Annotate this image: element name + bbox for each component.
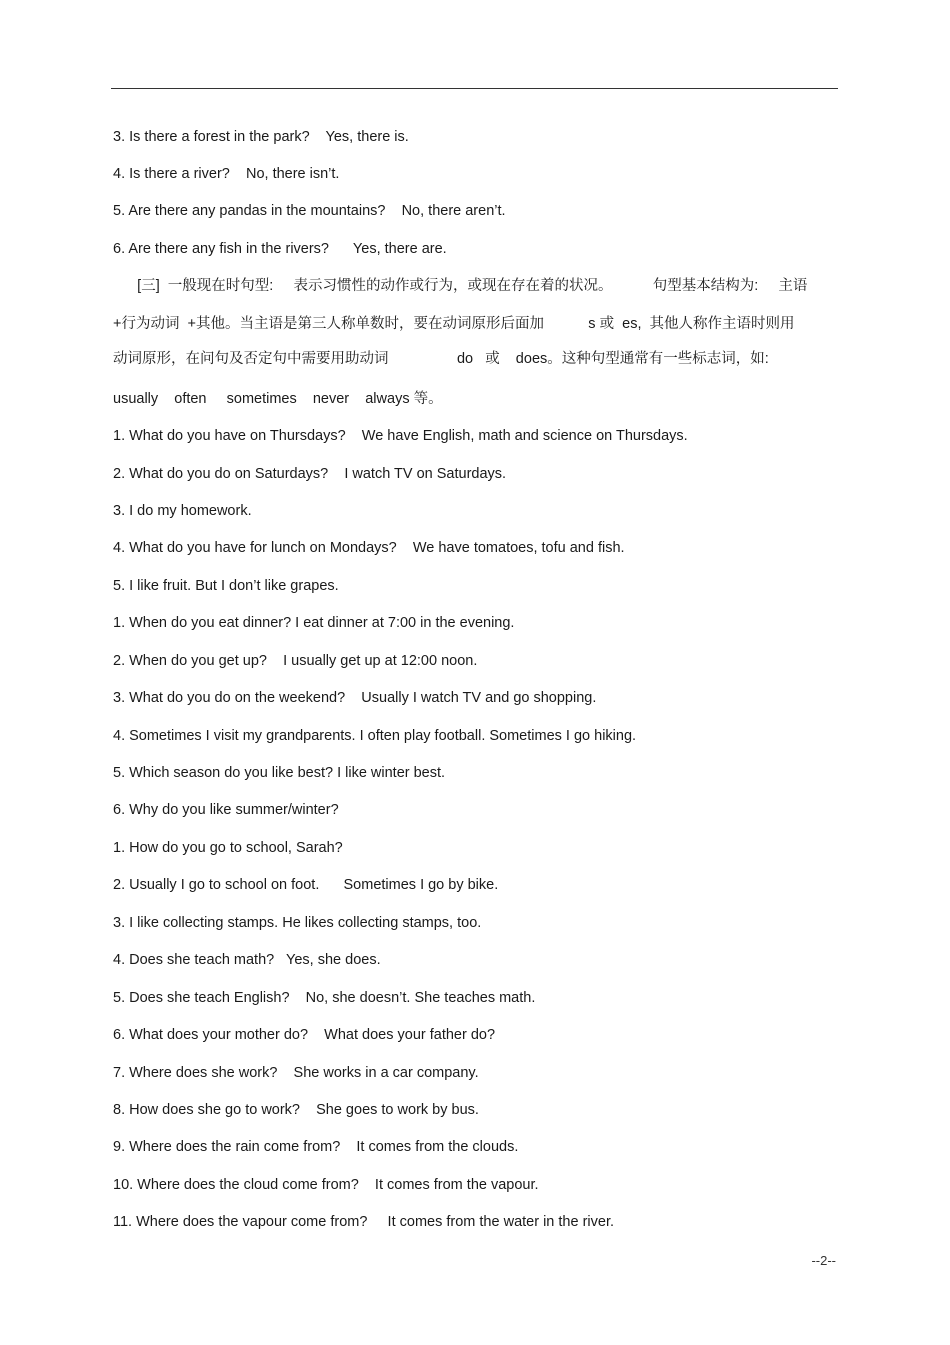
sentence-line: 2. When do you get up? I usually get up at 12:00 noon.: [113, 653, 478, 669]
sentence-line: 2. Usually I go to school on foot. Sometimes I go by bike.: [113, 877, 499, 893]
sentence-line: 3. What do you do on the weekend? Usually I watch TV and go shopping.: [113, 690, 597, 706]
sentence-line: 4. Is there a river? No, there isn’t.: [113, 166, 340, 182]
sentence-line: 3. I like collecting stamps. He likes collecting stamps, too.: [113, 915, 482, 931]
sentence-line: 7. Where does she work? She works in a car company.: [113, 1065, 479, 1081]
section-line: +行为动词 +其他。当主语是第三人称单数时，要在动词原形后面加 s 或 es, 其他人称作主语时则用: [113, 316, 795, 332]
sentence-line: 1. What do you have on Thursdays? We have English, math and science on Thursdays.: [113, 428, 688, 444]
sentence-line: 6. Are there any fish in the rivers? Yes, there are.: [113, 241, 447, 257]
sentence-line: 2. What do you do on Saturdays? I watch TV on Saturdays.: [113, 466, 507, 482]
sentence-line: 5. Which season do you like best? I like winter best.: [113, 765, 446, 781]
sentence-line: 5. I like fruit. But I don’t like grapes.: [113, 578, 339, 594]
sentence-line: 3. Is there a forest in the park? Yes, there is.: [113, 129, 409, 145]
sentence-line: 9. Where does the rain come from? It comes from the clouds.: [113, 1139, 519, 1155]
sentence-line: 4. What do you have for lunch on Mondays? We have tomatoes, tofu and fish.: [113, 540, 625, 556]
sentence-line: 5. Are there any pandas in the mountains? No, there aren’t.: [113, 203, 506, 219]
section-line: [三] 一般现在时句型: 表示习惯性的动作或行为，或现在存在着的状况。 句型基本结构为: 主语: [113, 278, 808, 294]
page-number: --2--: [811, 1253, 836, 1268]
section-line: usually often sometimes never always 等。: [113, 391, 443, 407]
sentence-line: 4. Does she teach math? Yes, she does.: [113, 952, 381, 968]
section-line: 动词原形，在问句及否定句中需要用助动词 do 或 does。这种句型通常有一些标志词，如:: [113, 351, 769, 367]
sentence-line: 8. How does she go to work? She goes to work by bus.: [113, 1102, 479, 1118]
sentence-line: 6. What does your mother do? What does your father do?: [113, 1027, 496, 1043]
sentence-line: 5. Does she teach English? No, she doesn’t. She teaches math.: [113, 990, 536, 1006]
sentence-line: 4. Sometimes I visit my grandparents. I often play football. Sometimes I go hiking.: [113, 728, 637, 744]
sentence-line: 6. Why do you like summer/winter?: [113, 802, 339, 818]
sentence-line: 11. Where does the vapour come from? It comes from the water in the river.: [113, 1214, 615, 1230]
header-rule: [111, 88, 838, 89]
sentence-line: 1. How do you go to school, Sarah?: [113, 840, 343, 856]
sentence-line: 10. Where does the cloud come from? It comes from the vapour.: [113, 1177, 539, 1193]
sentence-line: 3. I do my homework.: [113, 503, 252, 519]
sentence-line: 1. When do you eat dinner? I eat dinner at 7:00 in the evening.: [113, 615, 515, 631]
